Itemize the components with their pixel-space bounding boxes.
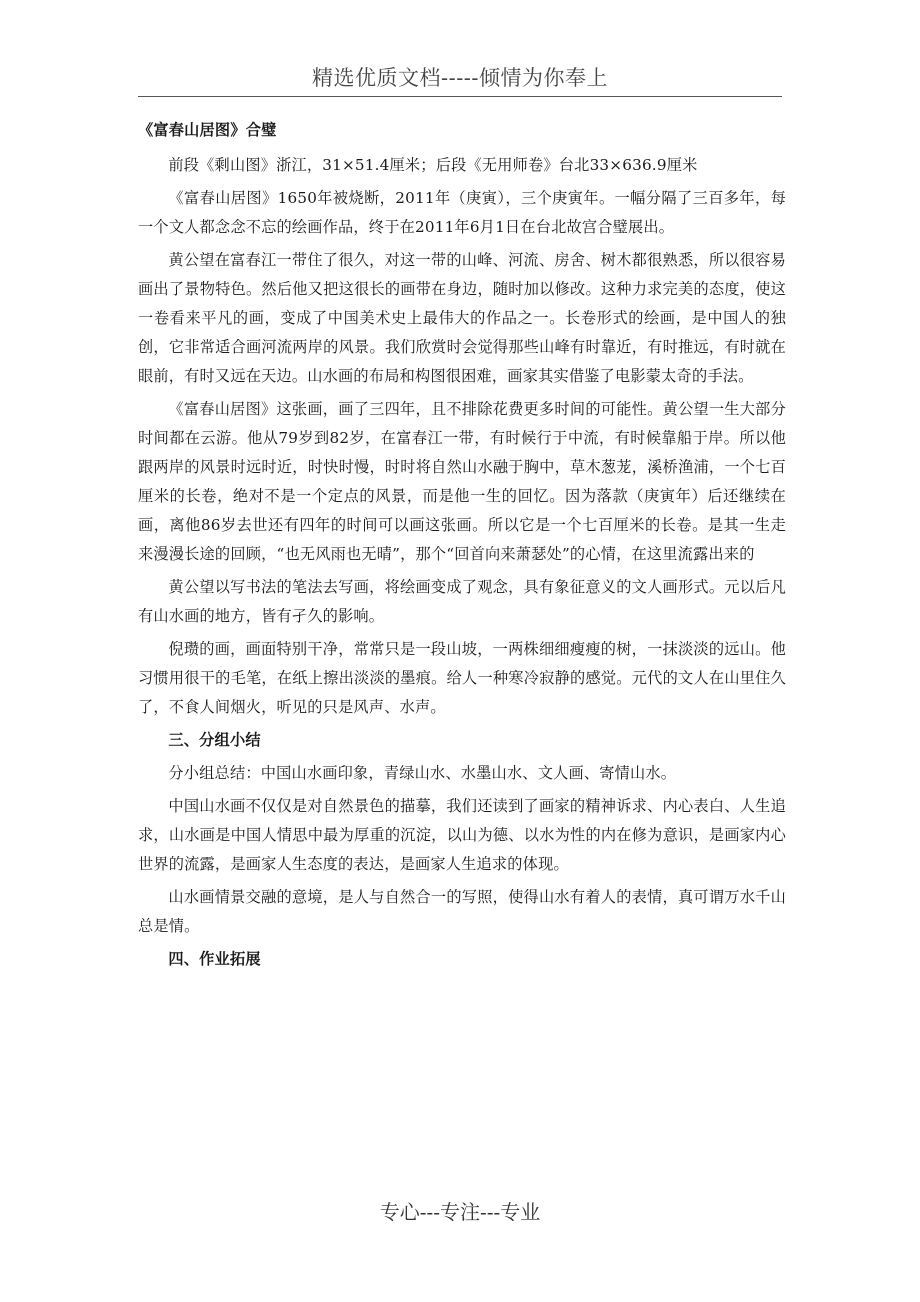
header-divider <box>138 96 782 97</box>
section-heading-homework: 四、作业拓展 <box>168 950 261 968</box>
article-title: 《富春山居图》合璧 <box>138 121 277 139</box>
document-body <box>138 116 786 978</box>
paragraph-landscape-mood: 山水画情景交融的意境，是人与自然合一的写照，使得山水有着人的表情，真可谓万水千山总是情。 <box>138 888 786 935</box>
page-footer: 专心---专注---专业 <box>379 1200 541 1224</box>
paragraph-dimensions: 前段《剩山图》浙江，31×51.4厘米；后段《无用师卷》台北33×636.9厘米 <box>168 156 698 174</box>
paragraph-landscape-meaning: 中国山水画不仅仅是对自然景色的描摹，我们还读到了画家的精神诉求、内心表白、人生追求，山水画是中国人情思中最为厚重的沉淀，以山为德、以水为性的内在修为意识，是画家内心世界的流露，是画家人生态度的表达，是画家人生追求的体现。 <box>138 797 786 873</box>
paragraph-painting-process: 《富春山居图》这张画，画了三四年，且不排除花费更多时间的可能性。黄公望一生大部分时间都在云游。他从79岁到82岁，在富春江一带，有时候行于中流，有时候靠船于岸。所以他跟两岸的风景时远时近，时快时慢，时时将自然山水融于胸中，草木葱茏，溪桥渔浦，一个七百厘米的长卷，绝对不是一个定点的风景，而是他一生的回忆。因为落款（庚寅年）后还继续在画，离他86岁去世还有四年的时间可以画这张画。所以它是一个七百厘米的长卷。是其一生走来漫漫长途的回顾，“也无风雨也无晴”，那个“回首向来萧瑟处”的心情，在这里流露出来的 <box>138 400 786 563</box>
paragraph-history: 《富春山居图》1650年被烧断，2011年（庚寅），三个庚寅年。一幅分隔了三百多年，每一个文人都念念不忘的绘画作品，终于在2011年6月1日在台北故宫合璧展出。 <box>138 189 786 236</box>
paragraph-calligraphy: 黄公望以写书法的笔法去写画，将绘画变成了观念，具有象征意义的文人画形式。元以后凡有山水画的地方，皆有孑久的影响。 <box>138 578 786 625</box>
paragraph-group-summary: 分小组总结：中国山水画印象，青绿山水、水墨山水、文人画、寄情山水。 <box>168 764 677 782</box>
page-header-title: 精选优质文档-----倾情为你奉上 <box>312 66 608 90</box>
paragraph-huang-gongwang: 黄公望在富春江一带住了很久，对这一带的山峰、河流、房舍、树木都很熟悉，所以很容易画出了景物特色。然后他又把这很长的画带在身边，随时加以修改。这种力求完美的态度，使这一卷看来平凡的画，变成了中国美术史上最伟大的作品之一。长卷形式的绘画，是中国人的独创，它非常适合画河流两岸的风景。我们欣赏时会觉得那些山峰有时靠近，有时推远，有时就在眼前，有时又远在天边。山水画的布局和构图很困难，画家其实借鉴了电影蒙太奇的手法。 <box>138 251 786 385</box>
paragraph-ni-zan: 倪瓒的画，画面特别干净，常常只是一段山坡，一两株细细瘦瘦的树，一抹淡淡的远山。他习惯用很干的毛笔，在纸上擦出淡淡的墨痕。给人一种寒冷寂静的感觉。元代的文人在山里住久了，不食人间烟火，听见的只是风声、水声。 <box>138 640 786 716</box>
section-heading-summary: 三、分组小结 <box>168 731 261 749</box>
